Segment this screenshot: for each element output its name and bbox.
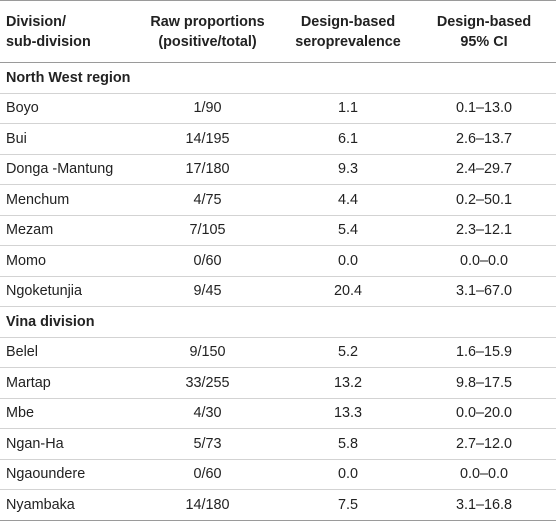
cell-raw-proportion: 9/150: [131, 337, 284, 368]
cell-raw-proportion: 17/180: [131, 154, 284, 185]
cell-seroprevalence: 5.2: [284, 337, 412, 368]
cell-raw-proportion: 4/30: [131, 398, 284, 429]
cell-subdivision: Menchum: [0, 185, 131, 216]
table-row: [0, 490, 556, 521]
table-row: [0, 246, 556, 277]
table-row: [0, 398, 556, 429]
header-seroprevalence: Design-based seroprevalence: [284, 1, 412, 63]
cell-ci: 2.7–12.0: [412, 429, 556, 460]
cell-seroprevalence: 6.1: [284, 124, 412, 155]
table-row: [0, 185, 556, 216]
cell-raw-proportion: 0/60: [131, 459, 284, 490]
section-header-row: [0, 307, 556, 338]
cell-subdivision: Mezam: [0, 215, 131, 246]
table-row: [0, 368, 556, 399]
cell-seroprevalence: 5.4: [284, 215, 412, 246]
section-header-row: [0, 63, 556, 94]
cell-subdivision: Nyambaka: [0, 490, 131, 521]
cell-ci: 0.2–50.1: [412, 185, 556, 216]
cell-raw-proportion: 14/180: [131, 490, 284, 521]
cell-raw-proportion: 33/255: [131, 368, 284, 399]
table-row: [0, 154, 556, 185]
cell-ci: 0.0–0.0: [412, 246, 556, 277]
table-body: [0, 63, 556, 521]
table-row: [0, 429, 556, 460]
cell-ci: 2.4–29.7: [412, 154, 556, 185]
cell-subdivision: Bui: [0, 124, 131, 155]
cell-subdivision: Donga -Mantung: [0, 154, 131, 185]
cell-ci: 3.1–67.0: [412, 276, 556, 307]
cell-raw-proportion: 9/45: [131, 276, 284, 307]
section-title: North West region: [0, 63, 556, 94]
header-ci: Design-based 95% CI: [412, 1, 556, 63]
cell-raw-proportion: 14/195: [131, 124, 284, 155]
cell-subdivision: Momo: [0, 246, 131, 277]
cell-seroprevalence: 20.4: [284, 276, 412, 307]
cell-raw-proportion: 7/105: [131, 215, 284, 246]
cell-ci: 2.3–12.1: [412, 215, 556, 246]
cell-seroprevalence: 13.3: [284, 398, 412, 429]
table-header: [0, 1, 556, 63]
cell-ci: 0.0–20.0: [412, 398, 556, 429]
table-row: [0, 124, 556, 155]
cell-seroprevalence: 13.2: [284, 368, 412, 399]
header-division: Division/ sub-division: [0, 1, 131, 63]
cell-raw-proportion: 1/90: [131, 93, 284, 124]
cell-seroprevalence: 4.4: [284, 185, 412, 216]
section-title: Vina division: [0, 307, 556, 338]
cell-subdivision: Martap: [0, 368, 131, 399]
table-row: [0, 93, 556, 124]
cell-ci: 2.6–13.7: [412, 124, 556, 155]
cell-ci: 1.6–15.9: [412, 337, 556, 368]
cell-raw-proportion: 0/60: [131, 246, 284, 277]
cell-seroprevalence: 1.1: [284, 93, 412, 124]
table-row: [0, 276, 556, 307]
table-row: [0, 459, 556, 490]
table-row: [0, 337, 556, 368]
cell-subdivision: Ngoketunjia: [0, 276, 131, 307]
cell-ci: 0.0–0.0: [412, 459, 556, 490]
cell-ci: 0.1–13.0: [412, 93, 556, 124]
cell-seroprevalence: 0.0: [284, 459, 412, 490]
cell-subdivision: Boyo: [0, 93, 131, 124]
table-row: [0, 215, 556, 246]
cell-subdivision: Belel: [0, 337, 131, 368]
cell-seroprevalence: 5.8: [284, 429, 412, 460]
cell-raw-proportion: 5/73: [131, 429, 284, 460]
cell-seroprevalence: 0.0: [284, 246, 412, 277]
header-raw-proportions: Raw proportions (positive/total): [131, 1, 284, 63]
cell-seroprevalence: 7.5: [284, 490, 412, 521]
cell-ci: 9.8–17.5: [412, 368, 556, 399]
cell-subdivision: Ngaoundere: [0, 459, 131, 490]
cell-seroprevalence: 9.3: [284, 154, 412, 185]
cell-subdivision: Ngan-Ha: [0, 429, 131, 460]
cell-raw-proportion: 4/75: [131, 185, 284, 216]
cell-ci: 3.1–16.8: [412, 490, 556, 521]
cell-subdivision: Mbe: [0, 398, 131, 429]
